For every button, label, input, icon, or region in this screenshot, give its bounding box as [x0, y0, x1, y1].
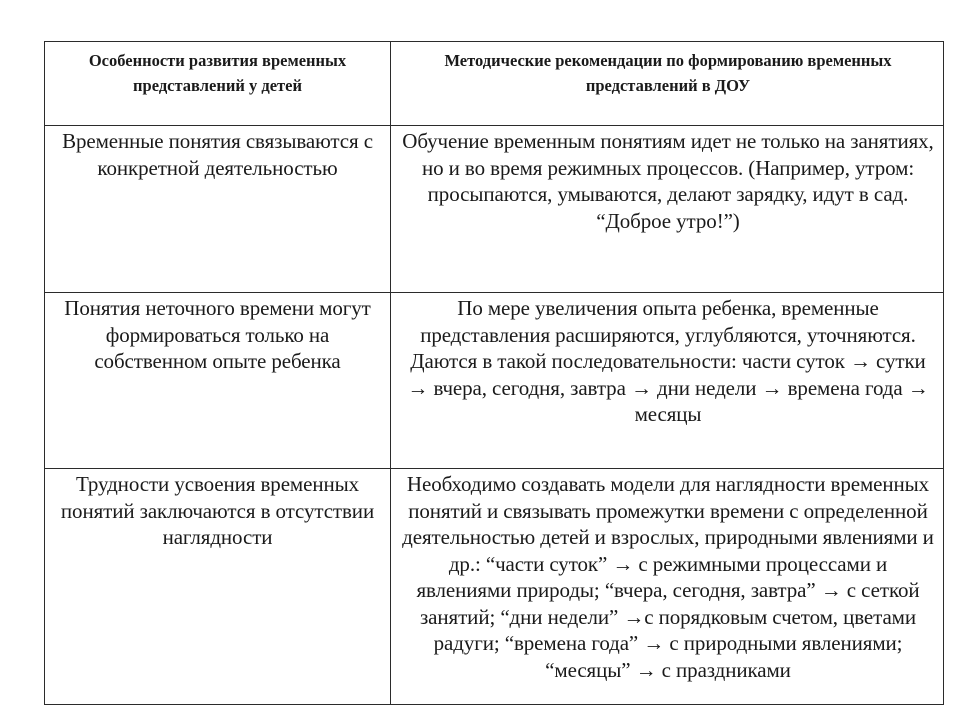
- table-cell-recommendation: [391, 126, 943, 292]
- table-row: [45, 293, 943, 469]
- table-cell-feature: [45, 126, 391, 292]
- header-cell-method-recommendations: [391, 42, 943, 125]
- row-1-right-text: Обучение временным понятиям идет не только на занятиях, но и во время режимных процессов. (Например, утром: просыпаются, умываются, делают зарядку, идут в сад. “Доброе утро!”): [402, 129, 934, 233]
- row-2-left-text: Понятия неточного времени могут формироваться только на собственном опыте ребенка: [64, 296, 371, 373]
- table-cell-feature: [45, 469, 391, 704]
- header-left-text: Особенности развития временных представлений у детей: [88, 51, 347, 95]
- table-header-row: [45, 42, 943, 126]
- row-1-left-text: Временные понятия связываются с конкретной деятельностью: [62, 129, 373, 180]
- row-3-right-text: Необходимо создавать модели для наглядности временных понятий и связывать промежутки времени с определенной деятельностью детей и взрослых, природными явлениями и др.: “части суток” → с режимными процессами и явлениями природы; “вчера, сегодня, завтра” → с сеткой занятий; “дни недели” →с порядковым счетом, цветами радуги; “времена года” → с природными явлениями; “месяцы” → с праздниками: [402, 472, 934, 682]
- header-right-text: Методические рекомендации по формированию временных представлений в ДОУ: [444, 51, 892, 95]
- methodology-table: [44, 41, 944, 705]
- header-cell-development-features: [45, 42, 391, 125]
- row-3-left-text: Трудности усвоения временных понятий заключаются в отсутствии наглядности: [60, 472, 375, 549]
- table-row: [45, 126, 943, 293]
- table-row: [45, 469, 943, 704]
- table-cell-feature: [45, 293, 391, 468]
- row-2-right-text: По мере увеличения опыта ребенка, временные представления расширяются, углубляются, уточняются. Даются в такой последовательности: части суток → сутки → вчера, сегодня, завтра → дни недели → времена года → месяцы: [407, 296, 929, 426]
- table-cell-recommendation: [391, 469, 943, 704]
- table-cell-recommendation: [391, 293, 943, 468]
